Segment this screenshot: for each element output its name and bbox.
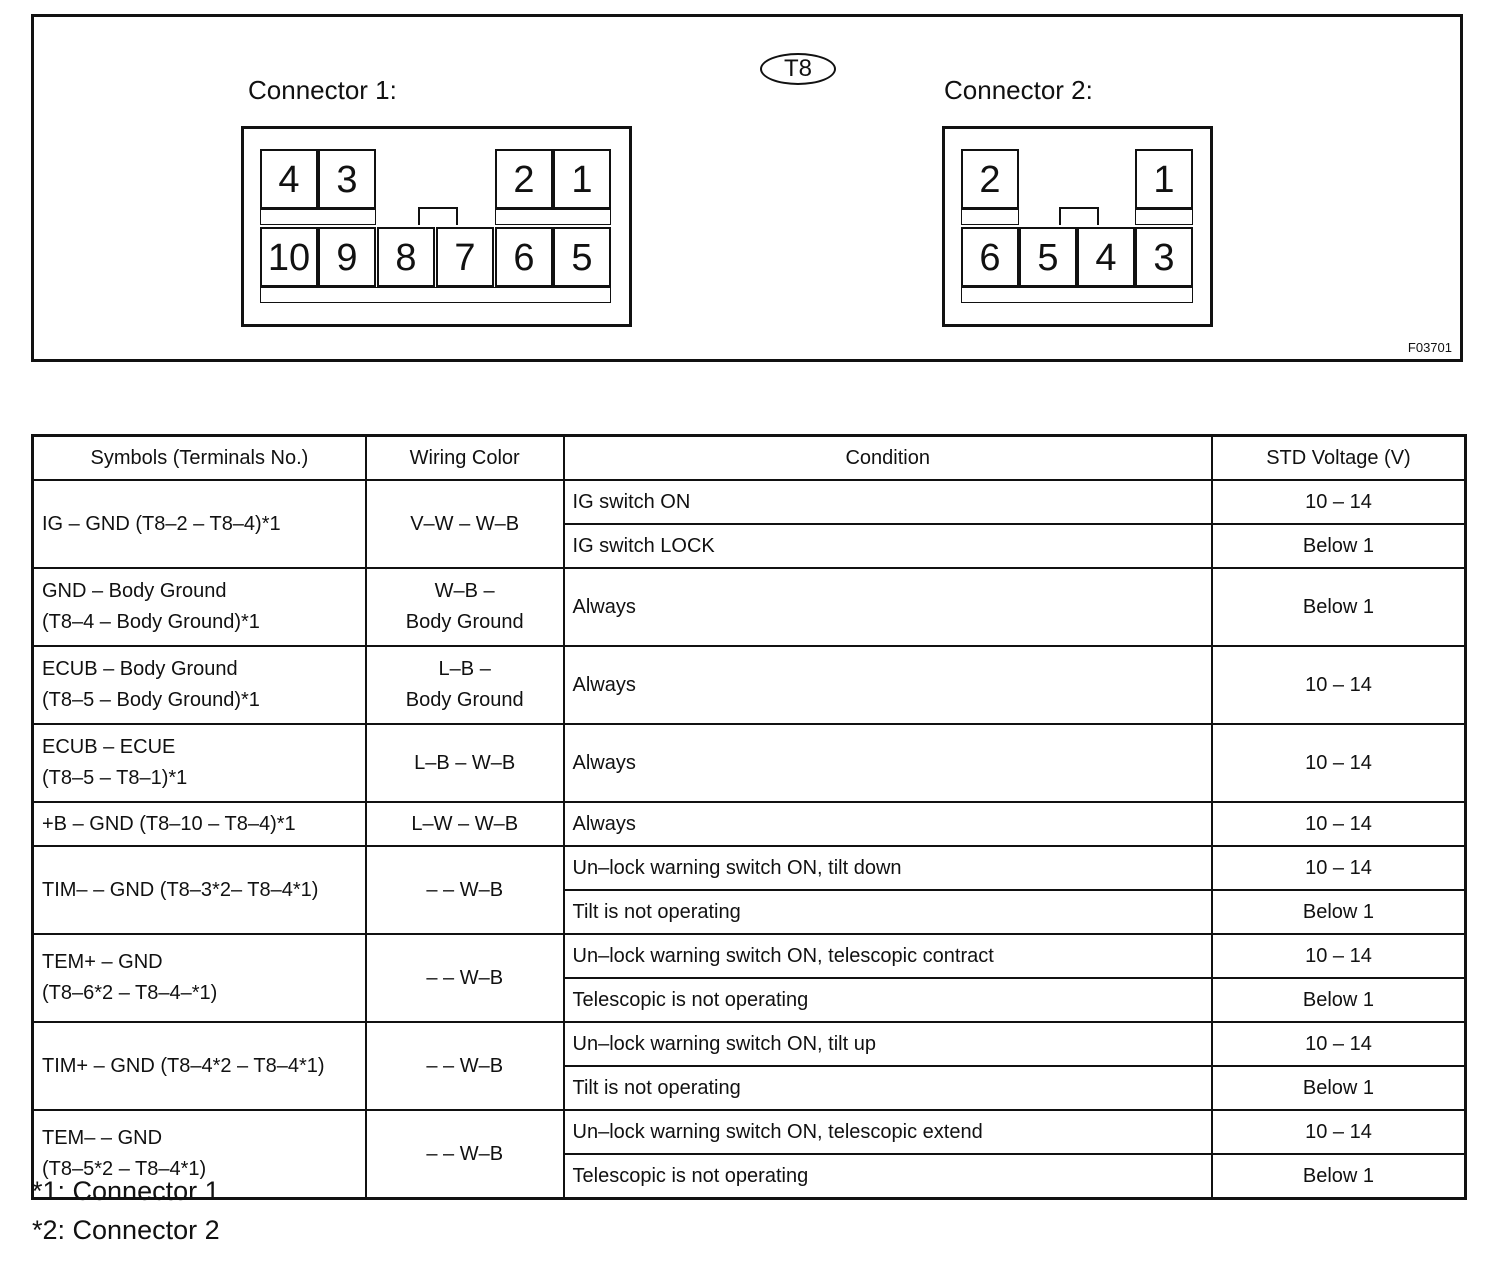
symbol-cell <box>33 568 366 646</box>
voltage-cell: 10 – 14 <box>1212 846 1466 890</box>
wiring-color-cell <box>366 480 564 568</box>
connector1-label: Connector 1: <box>248 75 397 105</box>
connector2-pin: 6 <box>961 227 1019 287</box>
symbol-line: (T8–6*2 – T8–4–*1) <box>42 982 218 1004</box>
wiring-line: L–W – W–B <box>411 812 519 835</box>
footnote: *2: Connector 2 <box>32 1215 220 1245</box>
table-row <box>33 480 1466 524</box>
wiring-line: W–B – <box>434 580 495 602</box>
wiring-line: L–B – <box>438 658 491 680</box>
connector1-housing <box>241 126 632 327</box>
wiring-line: V–W – W–B <box>410 512 520 535</box>
voltage-cell: Below 1 <box>1212 524 1466 568</box>
wiring-line: Body Ground <box>405 689 524 711</box>
symbol-line: GND – Body Ground <box>42 580 227 602</box>
connector1-pin: 10 <box>260 227 318 287</box>
wiring-color-cell <box>366 724 564 802</box>
connector1-pin: 2 <box>495 149 553 209</box>
voltage-cell: 10 – 14 <box>1212 480 1466 524</box>
symbol-cell <box>33 802 366 846</box>
condition-cell: Always <box>564 568 1212 646</box>
symbol-line: TEM+ – GND <box>42 951 163 973</box>
condition-cell: IG switch LOCK <box>564 524 1212 568</box>
symbol-line: TIM+ – GND (T8–4*2 – T8–4*1) <box>42 1054 325 1077</box>
connector2-pin: 2 <box>961 149 1019 209</box>
voltage-cell: 10 – 14 <box>1212 802 1466 846</box>
voltage-cell: 10 – 14 <box>1212 934 1466 978</box>
voltage-cell: Below 1 <box>1212 1066 1466 1110</box>
voltage-cell: Below 1 <box>1212 1154 1466 1199</box>
condition-cell: Un–lock warning switch ON, telescopic contract <box>564 934 1212 978</box>
connector2-pin: 4 <box>1077 227 1135 287</box>
voltage-cell: 10 – 14 <box>1212 646 1466 724</box>
condition-cell: Telescopic is not operating <box>564 978 1212 1022</box>
connector1-pin: 4 <box>260 149 318 209</box>
condition-cell: Tilt is not operating <box>564 890 1212 934</box>
header-symbols: Symbols (Terminals No.) <box>33 436 366 481</box>
connector2-pin: 5 <box>1019 227 1077 287</box>
connector1-key <box>418 207 458 225</box>
symbol-line: ECUB – ECUE <box>42 736 176 758</box>
connector1-pin: 1 <box>553 149 611 209</box>
connector-code-badge: T8 <box>760 53 836 85</box>
wiring-line: Body Ground <box>405 611 524 633</box>
voltage-cell: Below 1 <box>1212 568 1466 646</box>
connector1-pin: 6 <box>495 227 553 287</box>
condition-cell: Un–lock warning switch ON, tilt up <box>564 1022 1212 1066</box>
symbol-line: (T8–4 – Body Ground)*1 <box>42 611 260 633</box>
wiring-line: L–B – W–B <box>414 751 516 774</box>
condition-cell: IG switch ON <box>564 480 1212 524</box>
voltage-cell: Below 1 <box>1212 978 1466 1022</box>
voltage-cell: Below 1 <box>1212 890 1466 934</box>
connector-diagram <box>31 14 1463 362</box>
header-wiring-color: Wiring Color <box>366 436 564 481</box>
wiring-color-cell <box>366 934 564 1022</box>
connector2-key <box>1059 207 1099 225</box>
table-row <box>33 846 1466 890</box>
table-row <box>33 934 1466 978</box>
symbol-line: (T8–5 – T8–1)*1 <box>42 767 188 789</box>
wiring-line: – – W–B <box>426 1054 504 1077</box>
connector2-label: Connector 2: <box>944 75 1093 105</box>
connector2-housing <box>942 126 1213 327</box>
condition-cell: Un–lock warning switch ON, telescopic extend <box>564 1110 1212 1154</box>
header-condition: Condition <box>564 436 1212 481</box>
condition-cell: Always <box>564 802 1212 846</box>
table-row <box>33 646 1466 724</box>
symbol-cell <box>33 480 366 568</box>
symbol-line: IG – GND (T8–2 – T8–4)*1 <box>42 512 281 535</box>
voltage-cell: 10 – 14 <box>1212 1022 1466 1066</box>
symbol-line: (T8–5*2 – T8–4*1) <box>42 1158 207 1180</box>
condition-cell: Tilt is not operating <box>564 1066 1212 1110</box>
figure-code: F03701 <box>1407 340 1452 355</box>
condition-cell: Always <box>564 724 1212 802</box>
symbol-line: TIM– – GND (T8–3*2– T8–4*1) <box>42 878 319 901</box>
wiring-color-cell <box>366 568 564 646</box>
wiring-color-cell <box>366 802 564 846</box>
symbol-line: +B – GND (T8–10 – T8–4)*1 <box>42 812 296 835</box>
wiring-color-cell <box>366 846 564 934</box>
connector1-pin: 5 <box>553 227 611 287</box>
symbol-cell <box>33 934 366 1022</box>
table-row <box>33 1110 1466 1154</box>
condition-cell: Telescopic is not operating <box>564 1154 1212 1199</box>
wiring-color-cell <box>366 1110 564 1199</box>
wiring-line: – – W–B <box>426 1142 504 1165</box>
symbol-cell <box>33 1022 366 1110</box>
wiring-line: – – W–B <box>426 966 504 989</box>
wiring-color-cell <box>366 1022 564 1110</box>
symbol-line: TEM– – GND <box>42 1127 163 1149</box>
connector1-pin: 9 <box>318 227 376 287</box>
voltage-cell: 10 – 14 <box>1212 724 1466 802</box>
symbol-line: ECUB – Body Ground <box>42 658 238 680</box>
table-row <box>33 568 1466 646</box>
symbol-cell <box>33 846 366 934</box>
voltage-spec-table <box>31 434 1467 1200</box>
table-row <box>33 1022 1466 1066</box>
footnote: *1: Connector 1 <box>32 1176 220 1206</box>
symbol-cell <box>33 646 366 724</box>
voltage-cell: 10 – 14 <box>1212 1110 1466 1154</box>
condition-cell: Un–lock warning switch ON, tilt down <box>564 846 1212 890</box>
symbol-cell <box>33 724 366 802</box>
table-row <box>33 724 1466 802</box>
header-std-voltage: STD Voltage (V) <box>1212 436 1466 481</box>
connector2-pin: 3 <box>1135 227 1193 287</box>
wiring-color-cell <box>366 646 564 724</box>
connector1-pin: 8 <box>377 227 435 287</box>
connector1-pin: 7 <box>436 227 494 287</box>
table-row <box>33 802 1466 846</box>
connector1-pin: 3 <box>318 149 376 209</box>
condition-cell: Always <box>564 646 1212 724</box>
symbol-line: (T8–5 – Body Ground)*1 <box>42 689 260 711</box>
wiring-line: – – W–B <box>426 878 504 901</box>
connector2-pin: 1 <box>1135 149 1193 209</box>
